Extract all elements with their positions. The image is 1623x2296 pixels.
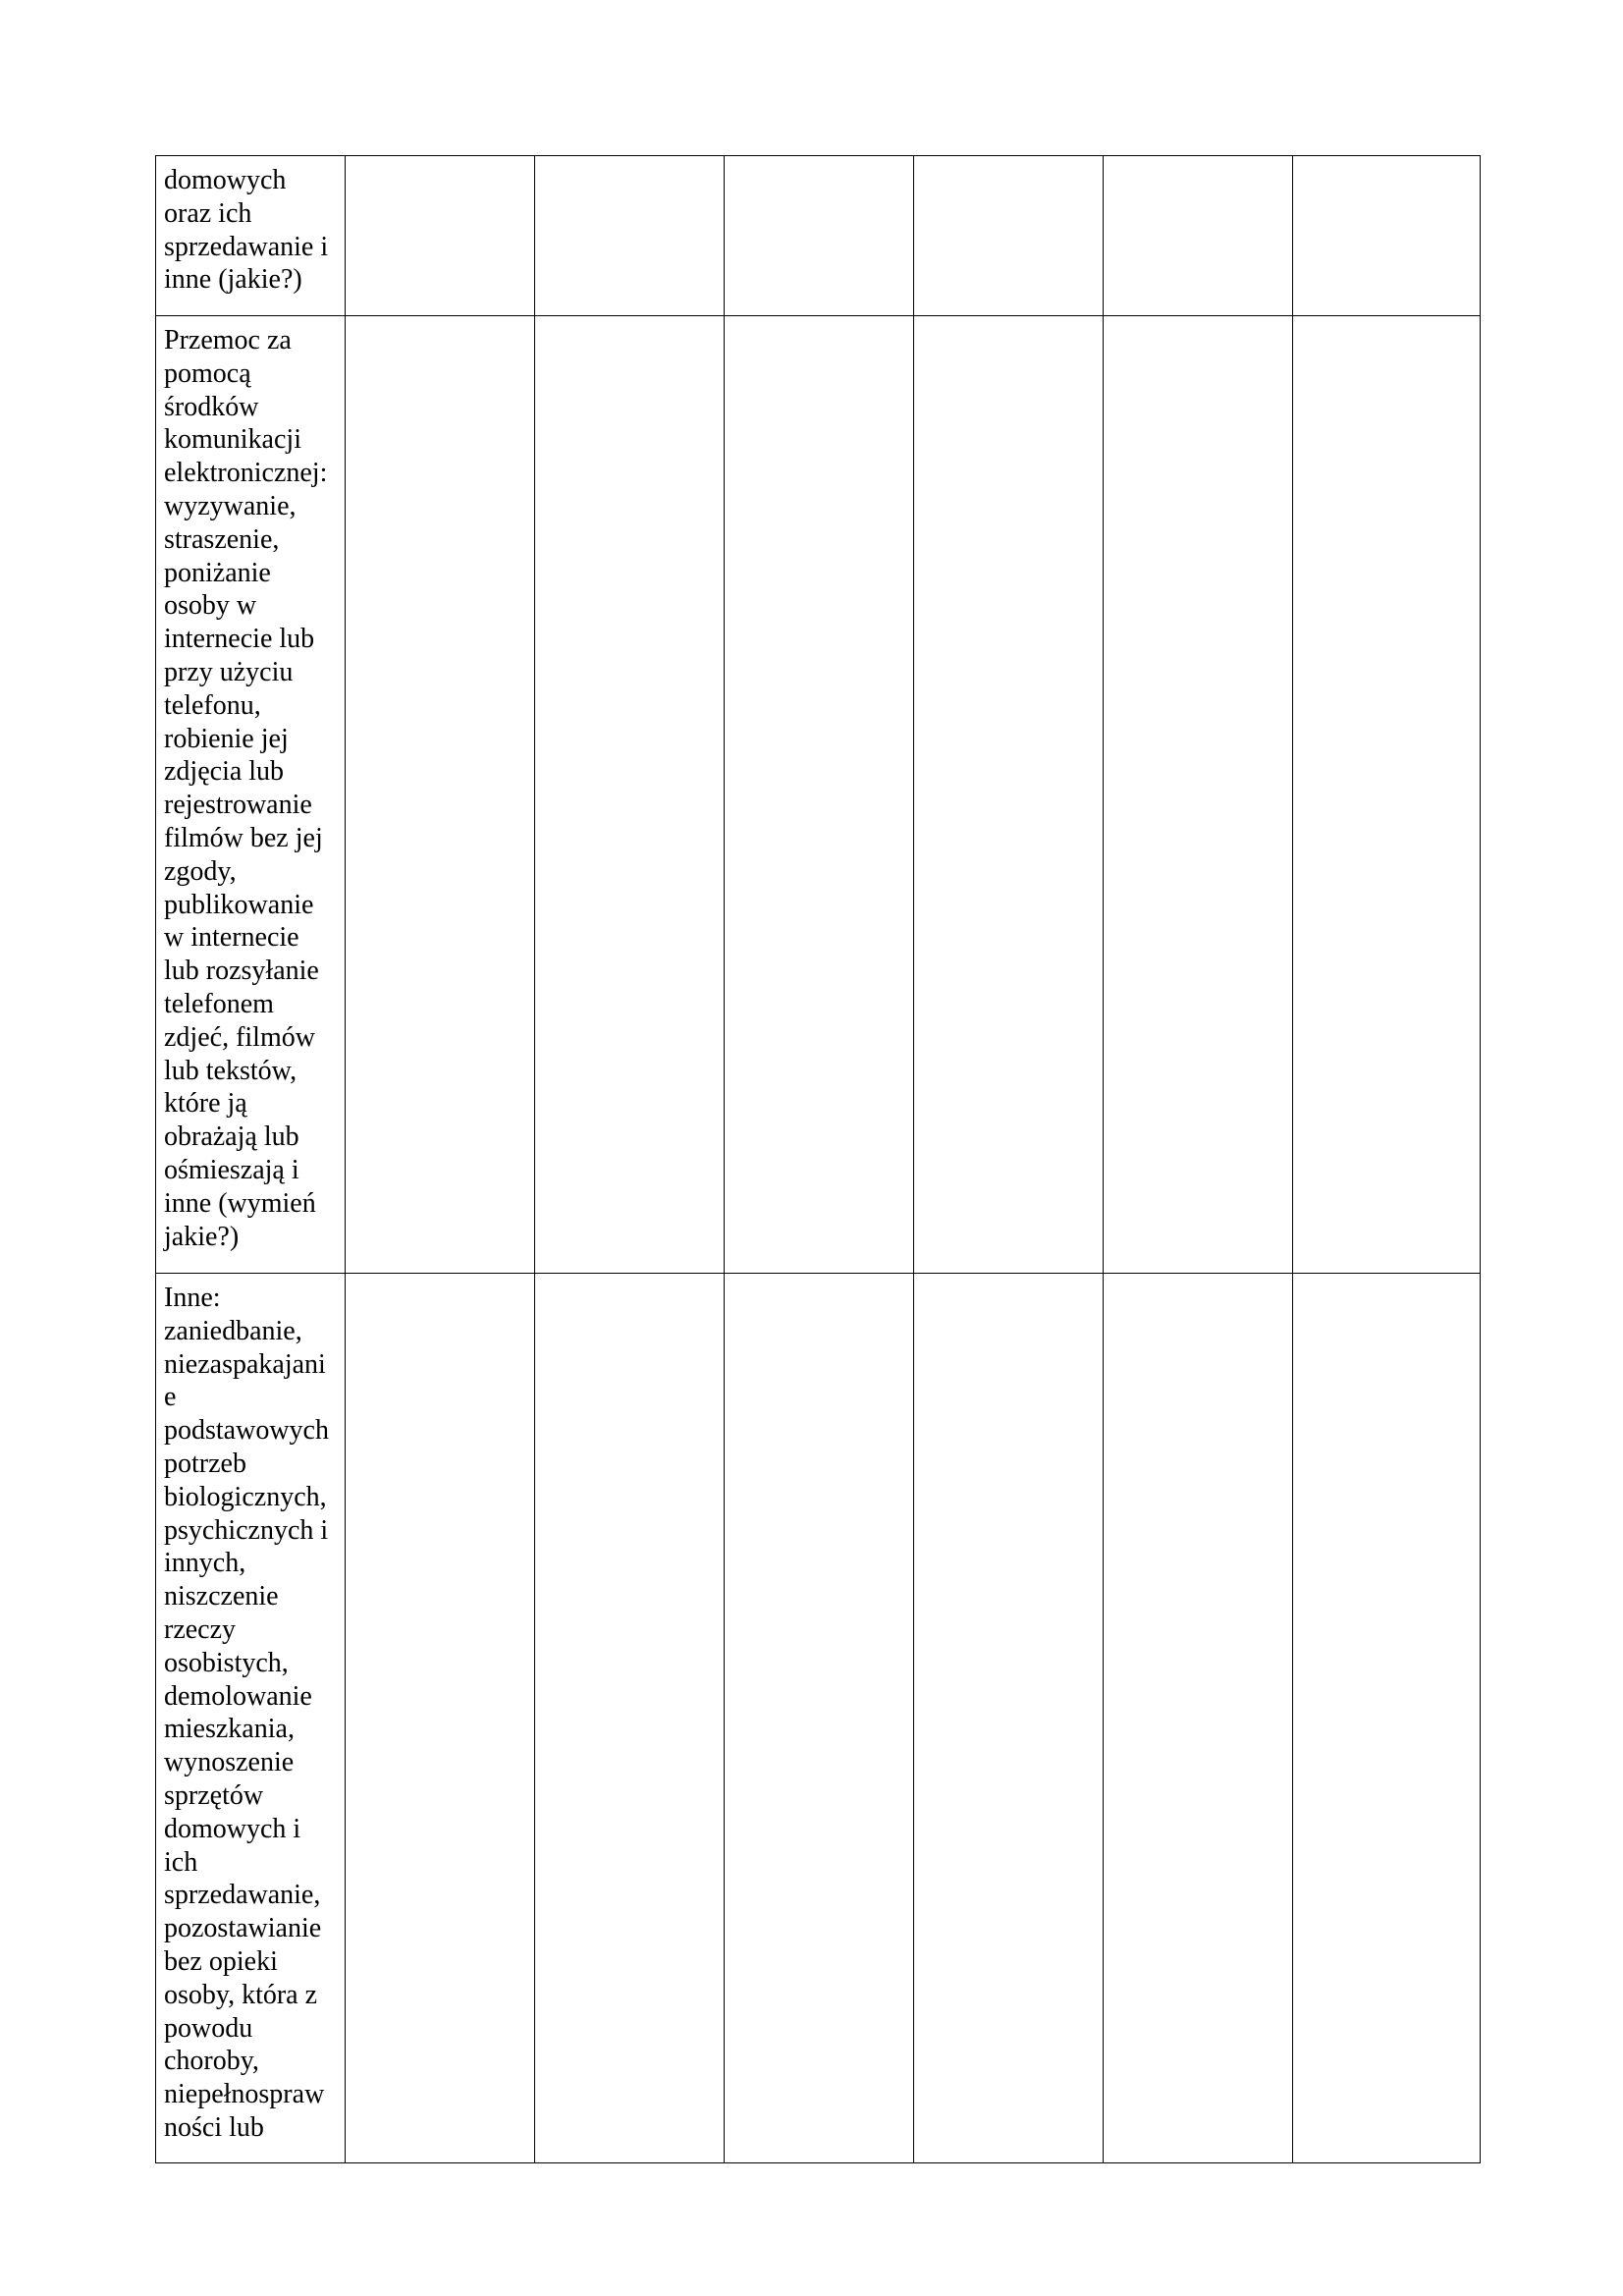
label-text-line: sprzętów	[164, 1779, 264, 1811]
empty-cell[interactable]	[1104, 156, 1293, 316]
label-text-line: podstawowych	[164, 1415, 329, 1447]
label-text-line: jakie?)	[164, 1221, 240, 1252]
label-text-line: Przemoc za	[164, 325, 292, 355]
empty-cell[interactable]	[346, 156, 535, 316]
label-text-line: innych,	[164, 1548, 246, 1579]
empty-cell[interactable]	[725, 156, 914, 316]
label-text-line: mieszkania,	[164, 1714, 295, 1745]
empty-cell[interactable]	[725, 316, 914, 1274]
label-text-line: pomocą	[164, 357, 251, 389]
label-text-line: przy użyciu	[164, 656, 294, 687]
label-text-line: rejestrowanie	[164, 790, 312, 821]
empty-cell[interactable]	[346, 1274, 535, 2163]
empty-cell[interactable]	[1293, 316, 1481, 1274]
label-text-line: niepełnospraw	[164, 2079, 325, 2110]
label-text-line: zdjeć, filmów	[164, 1021, 315, 1053]
label-text-line: choroby,	[164, 2046, 259, 2077]
label-text-line: zgody,	[164, 855, 237, 887]
form-table	[155, 155, 1481, 2163]
table-row	[156, 1274, 1481, 2163]
table-row	[156, 316, 1481, 1274]
label-text-line: e	[164, 1382, 177, 1413]
label-text-line: inne (jakie?)	[164, 264, 302, 296]
label-text-line: inne (wymień	[164, 1187, 316, 1219]
label-text-line: w internecie	[164, 922, 299, 954]
empty-cell[interactable]	[535, 1274, 725, 2163]
label-text-line: ności lub	[164, 2111, 264, 2143]
empty-cell[interactable]	[1104, 1274, 1293, 2163]
label-text-line: sprzedawanie,	[164, 1880, 321, 1911]
label-text-line: telefonem	[164, 988, 274, 1019]
label-text-line: oraz ich	[164, 197, 252, 229]
label-text-line: środków	[164, 391, 259, 422]
label-text-line: poniżanie	[164, 557, 271, 588]
empty-cell[interactable]	[914, 156, 1104, 316]
empty-cell[interactable]	[914, 1274, 1104, 2163]
empty-cell[interactable]	[914, 316, 1104, 1274]
label-text-line: internecie lub	[164, 624, 315, 655]
label-text-line: potrzeb	[164, 1448, 246, 1479]
label-text-line: zdjęcia lub	[164, 756, 285, 788]
label-text-line: osoby, która z	[164, 1979, 318, 2010]
table-row	[156, 156, 1481, 316]
empty-cell[interactable]	[725, 1274, 914, 2163]
label-text-line: osobistych,	[164, 1647, 289, 1678]
label-text-line: lub tekstów,	[164, 1055, 298, 1086]
row-label-cell	[156, 156, 346, 316]
label-text-line: lub rozsyłanie	[164, 956, 319, 987]
label-text-line: ośmieszają i	[164, 1154, 299, 1185]
label-text-line: niszczenie	[164, 1581, 279, 1613]
label-text-line: sprzedawanie i	[164, 231, 329, 262]
empty-cell[interactable]	[346, 316, 535, 1274]
label-text-line: bez opieki	[164, 1945, 278, 1977]
label-text-line: demolowanie	[164, 1680, 312, 1712]
label-text-line: domowych	[164, 165, 287, 195]
label-text-line: obrażają lub	[164, 1121, 299, 1153]
label-text-line: straszenie,	[164, 523, 280, 555]
label-text-line: ich	[164, 1846, 198, 1878]
label-text-line: robienie jej	[164, 723, 289, 754]
label-text-line: elektronicznej:	[164, 458, 328, 489]
empty-cell[interactable]	[1293, 156, 1481, 316]
label-text-line: rzeczy	[164, 1613, 237, 1645]
label-text-line: biologicznych,	[164, 1481, 327, 1512]
label-text-line: wyzywanie,	[164, 490, 297, 521]
row-label-cell	[156, 316, 346, 1274]
empty-cell[interactable]	[535, 156, 725, 316]
row-label-cell	[156, 1274, 346, 2163]
label-text-line: psychicznych i	[164, 1514, 329, 1546]
label-text-line: powodu	[164, 2012, 253, 2044]
label-text-line: pozostawianie	[164, 1913, 322, 1944]
empty-cell[interactable]	[535, 316, 725, 1274]
empty-cell[interactable]	[1293, 1274, 1481, 2163]
label-text-line: Inne:	[164, 1283, 221, 1313]
label-text-line: filmów bez jej	[164, 822, 323, 853]
label-text-line: zaniedbanie,	[164, 1315, 302, 1346]
label-text-line: osoby w	[164, 590, 257, 622]
label-text-line: publikowanie	[164, 889, 314, 920]
label-text-line: telefonu,	[164, 689, 261, 721]
label-text-line: niezaspakajani	[164, 1348, 326, 1380]
label-text-line: komunikacji	[164, 424, 301, 456]
empty-cell[interactable]	[1104, 316, 1293, 1274]
label-text-line: domowych i	[164, 1813, 301, 1844]
label-text-line: wynoszenie	[164, 1747, 295, 1778]
label-text-line: które ją	[164, 1088, 247, 1120]
